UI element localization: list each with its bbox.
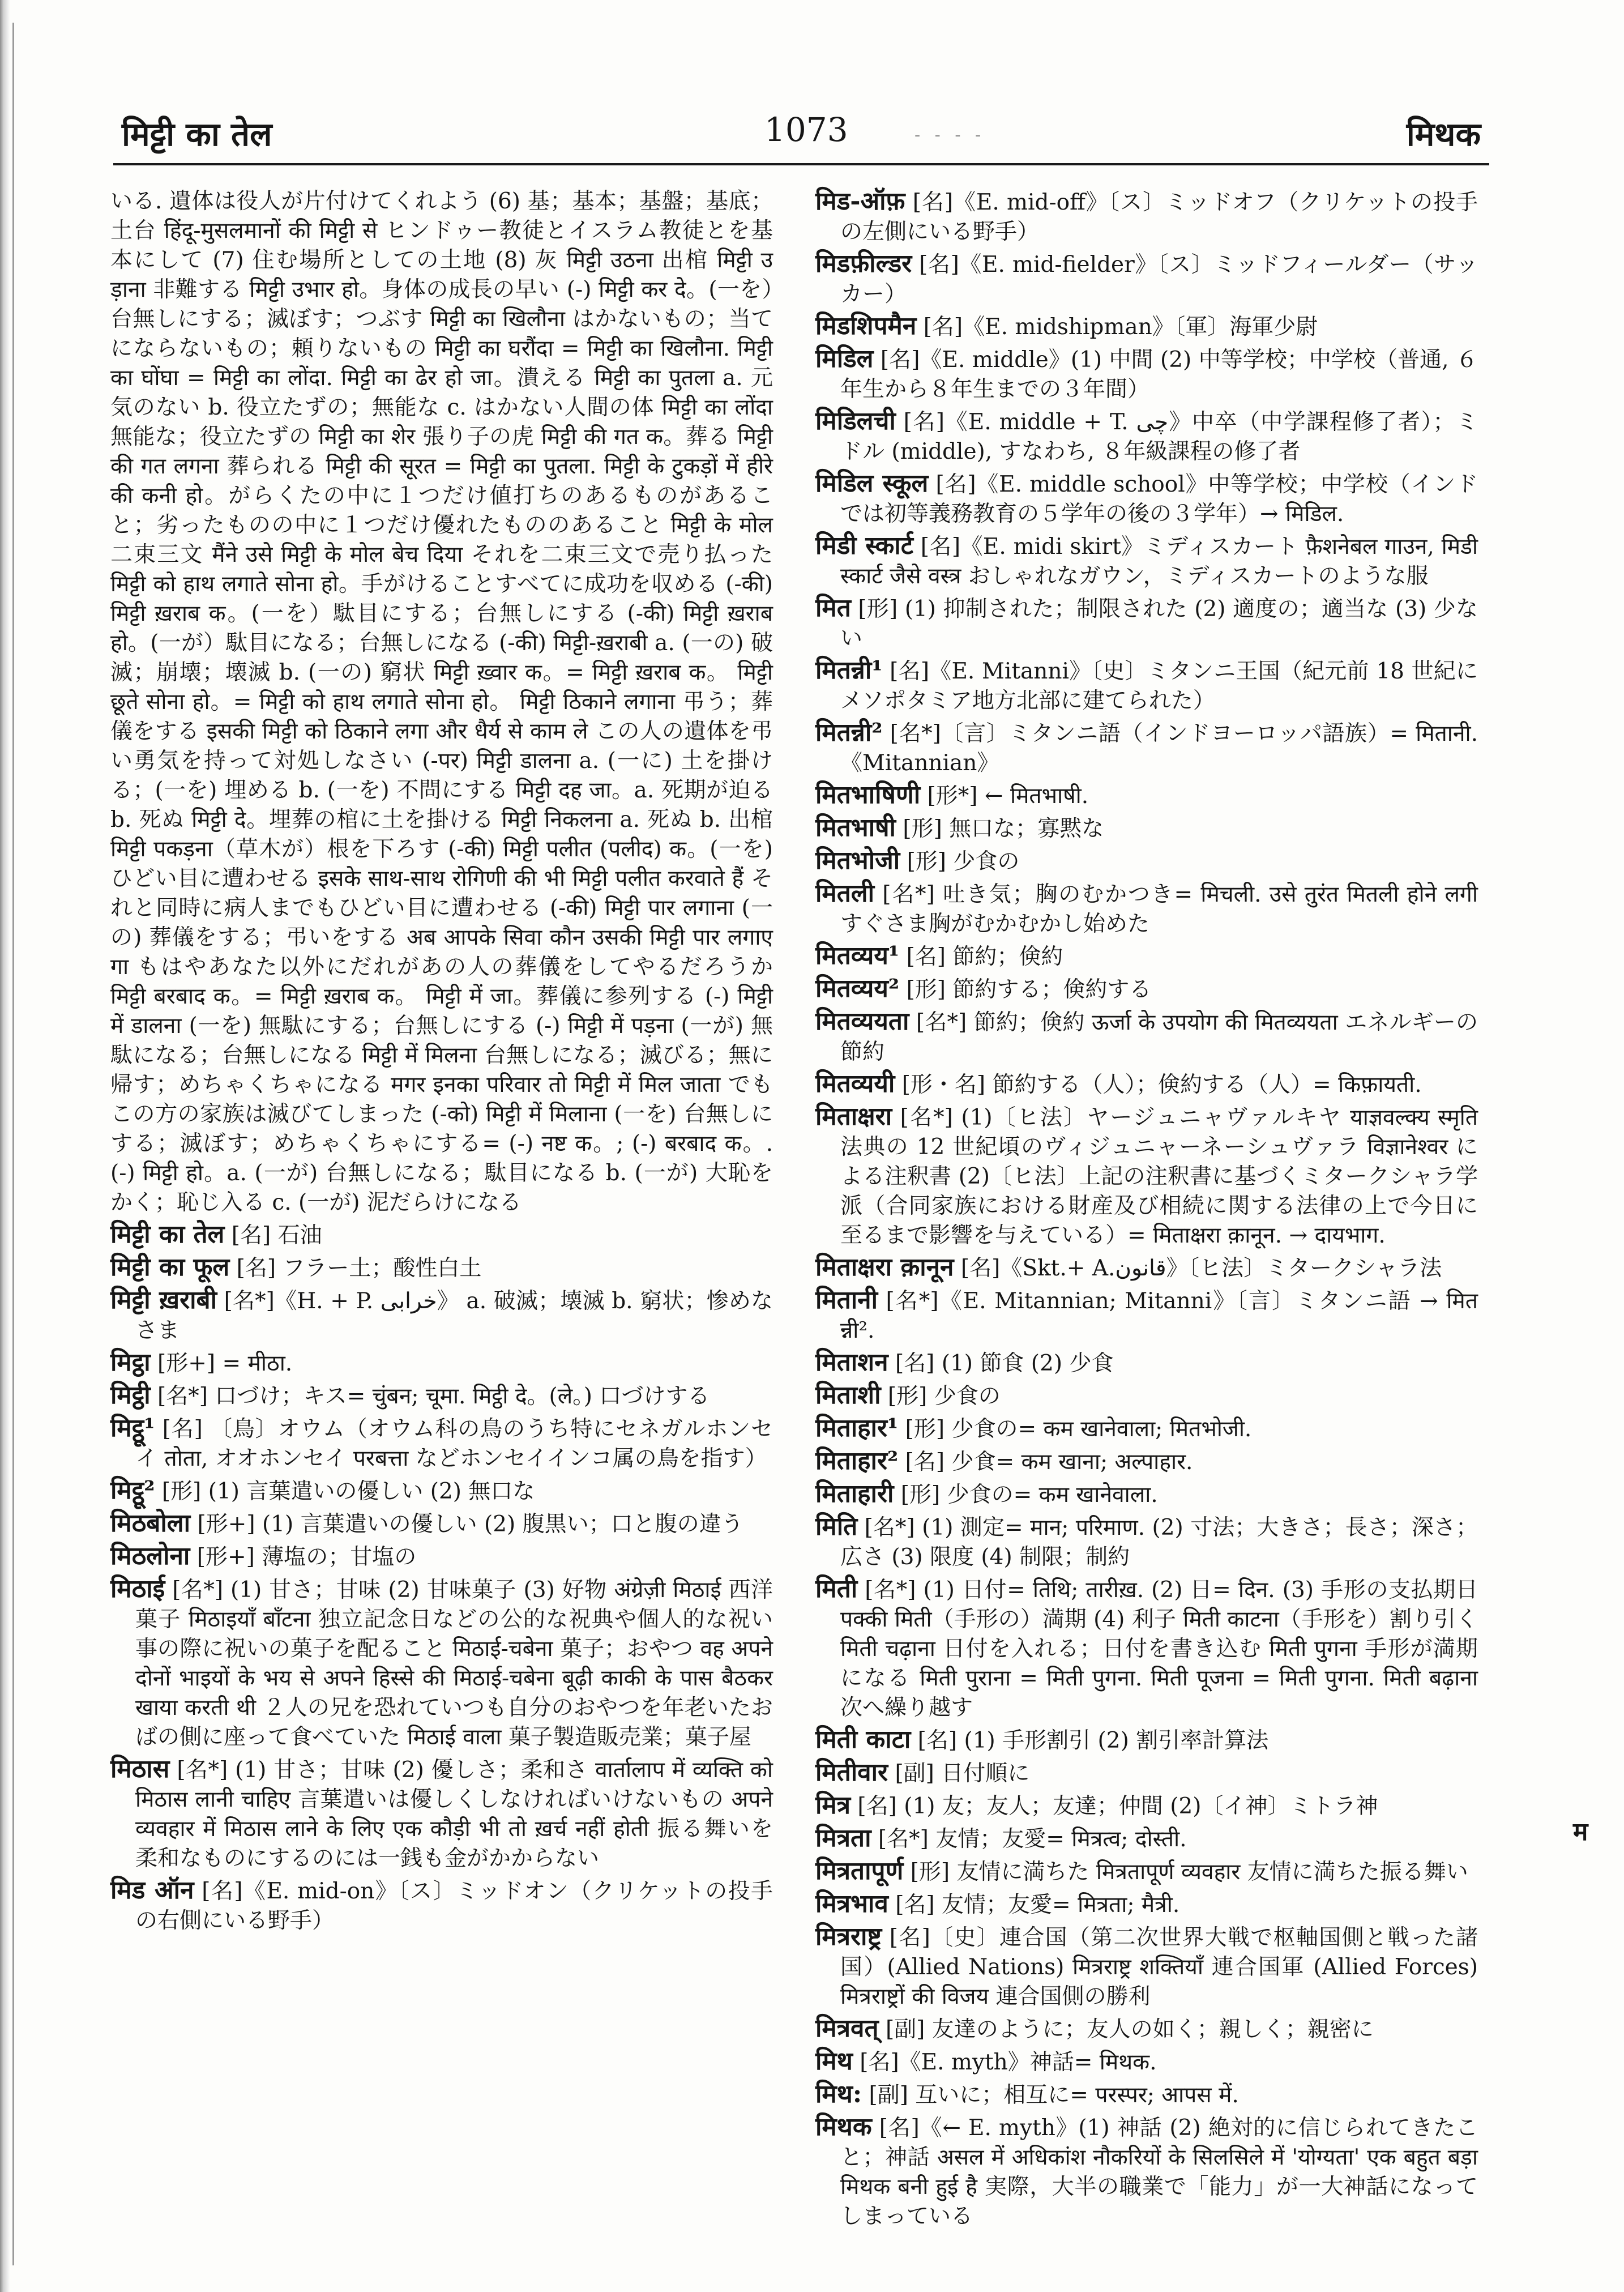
dictionary-entry bbox=[815, 1791, 1478, 1821]
dictionary-entry bbox=[815, 1007, 1478, 1067]
entry-definition: [形*] ← मितभाषी. bbox=[927, 783, 1089, 809]
entry-definition: [形] 少食の bbox=[887, 1384, 1001, 1409]
entry-definition: [名*] 友情；友愛= मित्रत्व; दोस्ती. bbox=[878, 1826, 1187, 1852]
thumb-index-letter: म bbox=[1573, 1817, 1588, 1846]
dictionary-entry bbox=[815, 1758, 1478, 1789]
dictionary-entry bbox=[815, 974, 1478, 1005]
dictionary-entry bbox=[110, 1574, 773, 1752]
dictionary-entry bbox=[815, 1512, 1478, 1572]
entry-headword: मितली bbox=[815, 879, 875, 908]
entry-headword: मिडिल स्कूल bbox=[815, 469, 929, 498]
entry-definition: [形] 友情に満ちた मित्रतापूर्ण व्यवहार 友情に満ちた振る舞い bbox=[910, 1859, 1468, 1885]
entry-headword: मिट्ठी bbox=[110, 1381, 151, 1410]
entry-headword: मितन्नी² bbox=[815, 718, 883, 747]
entry-headword: मिताहार² bbox=[815, 1446, 899, 1475]
dictionary-entry bbox=[815, 531, 1478, 591]
entry-definition: [名]〔史〕連合国（第二次世界大戦で枢軸国側と戦った諸国）(Allied Nations) मित्रराष्ट्र शक्तियाँ 連合国軍 (Allied Forces) मित्रराष्ट्रों की विजय 連合国側の勝利 bbox=[840, 1925, 1478, 2009]
entry-definition: いる. 遺体は役人が片付けてくれよう (6) 基；基本；基盤；基底；土台 हिंदू-मुसलमानों की मिट्टी से ヒンドゥー教徒とイスラム教徒とを基本にして (7) 住む場所としての土地 (8) 灰 मिट्टी उठना 出棺 मिट्टी उड़ाना 非難する मिट्टी उभार हो。身体の成長の早い (-) मिट्टी कर दे。(一を）台無しにする；滅ぼす；つぶす मिट्टी का खिलौना はかないもの；当てにならないもの；頼りないもの मिट्टी का घरौंदा = मिट्टी का खिलौना. मिट्टी का घोंघा = मिट्टी का लोंदा. मिट्टी का ढेर हो जा。潰える मिट्टी का पुतला a. 元気のない b. 役立たずの；無能な c. はかない人間の体 मिट्टी का लोंदा 無能な；役立たずの मिट्टी का शेर 張り子の虎 मिट्टी की गत क。葬る मिट्टी की गत लगना 葬られる मिट्टी की सूरत = मिट्टी का पुतला. मिट्टी के टुकड़ों में हीरे की कनी हो。がらくたの中に１つだけ値打ちのあるものがあること；劣ったものの中に１つだけ優れたもののあること मिट्टी के मोल 二束三文 मैंने उसे मिट्टी के मोल बेच दिया それを二束三文で売り払った मिट्टी को हाथ लगाते सोना हो。手がけることすべてに成功を収める (-की) मिट्टी ख़राब क。(一を）駄目にする；台無しにする (-की) मिट्टी ख़राब हो。(一が）駄目になる；台無しになる (-की) मिट्टी-ख़राबी a. (一の) 破滅；崩壊；壊滅 b. (一の) 窮状 मिट्टी ख़्वार क。= मिट्टी ख़राब क。 मिट्टी छूते सोना हो。= मिट्टी को हाथ लगाते सोना हो。 मिट्टी ठिकाने लगाना 弔う；葬儀をする इसकी मिट्टी को ठिकाने लगा और धैर्य से काम ले この人の遺体を弔い勇気を持って対処しなさい (-पर) मिट्टी डालना a. (一に) 土を掛ける；(一を) 埋める b. (一を) 不問にする मिट्टी दह जा。a. 死期が迫る b. 死ぬ मिट्टी दे。埋葬の棺に土を掛ける मिट्टी निकलना a. 死ぬ b. 出棺 मिट्टी पकड़ना（草木が）根を下ろす (-की) मिट्टी पलीत (पलीद) क。(一を) ひどい目に遭わせる इसके साथ-साथ रोगिणी की भी मिट्टी पलीत करवाते हैं それと同時に病人までもひどい目に遭わせる (-की) मिट्टी पार लगाना (一の) 葬儀をする；弔いをする अब आपके सिवा कौन उसकी मिट्टी पार लगाएगा もはやあなた以外にだれがあの人の葬儀をしてやるだろうか मिट्टी बरबाद क。= मिट्टी ख़राब क。 मिट्टी में जा。葬儀に参列する (-) मिट्टी में डालना (一を) 無駄にする；台無しにする (-) मिट्टी में पड़ना (一が) 無駄になる；台無しになる मिट्टी में मिलना 台無しになる；滅びる；無に帰す；めちゃくちゃになる मगर इनका परिवार तो मिट्टी में मिल जाता でもこの方の家族は滅びてしまった (-को) मिट्टी में मिलाना (一を) 台無しにする；滅ぼす；めちゃくちゃにする= (-) नष्ट क。; (-) बरबाद क。. (-) मिट्टी हो。a. (一が) 台無しになる；駄目になる b. (一が) 大恥をかく；恥じ入る c. (一が) 泥だらけになる bbox=[110, 189, 773, 1215]
entry-definition: [名]《E. middle》(1) 中間 (2) 中等学校；中学校（普通, ６年生から８年生までの３年間） bbox=[840, 347, 1478, 402]
dictionary-entry bbox=[815, 941, 1478, 972]
dictionary-entry bbox=[110, 1220, 773, 1250]
entry-headword: मित bbox=[815, 594, 851, 622]
entry-definition: [名] (1) 友；友人；友達；仲間 (2)〔イ神〕ミトラ神 bbox=[857, 1794, 1378, 1819]
entry-definition: [名*]〔言〕ミタンニ語（インドヨーロッパ語族）= मितानी. 《Mitannian》 bbox=[840, 721, 1478, 776]
entry-definition: [形+] (1) 言葉遣いの優しい (2) 腹黒い；口と腹の違う bbox=[197, 1512, 743, 1537]
entry-definition: [形] (1) 言葉遣いの優しい (2) 無口な bbox=[161, 1479, 535, 1504]
page-number: 1073 bbox=[764, 110, 848, 149]
header-rule bbox=[113, 163, 1489, 165]
entry-headword: मिट्ठू¹ bbox=[110, 1414, 155, 1442]
entry-definition: [名]《E. mid-off》〔ス〕ミッドオフ（クリケットの投手の左側にいる野手） bbox=[840, 190, 1478, 245]
entry-definition: [名*] 口づけ；キス= चुंबन; चूमा. मिट्ठी दे。(ले。) 口づけする bbox=[157, 1384, 710, 1409]
dictionary-entry bbox=[815, 1922, 1478, 2012]
dictionary-entry bbox=[815, 1479, 1478, 1510]
entry-definition: [名*] (1) 甘さ；甘味 (2) 優しさ；柔和さ वार्तालाप में व्यक्ति को मिठास लानी चाहिए 言葉遣いは優しくしなければいけないもの अपने व्यवहार में मिठास लाने के लिए एक कौड़ी भी तो ख़र्च नहीं होती 振る舞いを柔和なものにするのには一銭も金がかからない bbox=[135, 1757, 773, 1871]
entry-headword: मिड-ऑफ़ bbox=[815, 187, 905, 216]
entry-headword: मितव्यय² bbox=[815, 974, 900, 1003]
dictionary-entry bbox=[110, 1542, 773, 1572]
entry-definition: [名] 石油 bbox=[231, 1223, 322, 1248]
entry-headword: मिडिल bbox=[815, 344, 874, 373]
dictionary-entry bbox=[815, 1102, 1478, 1250]
entry-definition: [名] フラー土；酸性白土 bbox=[236, 1256, 482, 1281]
dictionary-entry bbox=[815, 1253, 1478, 1283]
entry-definition: [形+] 薄塩の；甘塩の bbox=[196, 1544, 417, 1570]
entry-definition: [名] 節約；倹約 bbox=[906, 944, 1063, 970]
header-first-headword: मिट्टी का तेल bbox=[122, 115, 272, 153]
entry-definition: [名]《E. middle + T. چی》中卒（中学課程修了者）；ミドル (middle), すなわち, ８年級課程の修了者 bbox=[840, 409, 1478, 464]
entry-definition: [名]《E. myth》神話= मिथक. bbox=[860, 2050, 1157, 2075]
entry-definition: [名*] (1) 日付= तिथि; तारीख़. (2) 日= दिन. (3) 手形の支払期日 पक्की मिती（手形の）満期 (4) 利子 मिती काटना（手形を）割り引く मिती चढ़ाना 日付を入れる；日付を書き込む मिती पुगना 手形が満期になる मिती पुराना = मिती पुगना. मिती पूजना = मिती पुगना. मिती बढ़ाना 次へ繰り越す bbox=[840, 1577, 1478, 1721]
entry-definition: [名]《E. midi skirt》ミディスカート फ़ैशनेबल गाउन, मिडी स्कार्ट जैसे वस्त्र おしゃれなガウン，ミディスカートのような服 bbox=[840, 534, 1478, 589]
entry-definition: [名] (1) 手形割引 (2) 割引率計算法 bbox=[917, 1728, 1269, 1753]
dictionary-entry bbox=[110, 1509, 773, 1539]
dictionary-entry bbox=[815, 469, 1478, 529]
entry-headword: मिति bbox=[815, 1512, 858, 1541]
dictionary-entry bbox=[815, 656, 1478, 716]
dictionary-entry bbox=[815, 1381, 1478, 1411]
entry-definition: [形+] = मीठा. bbox=[157, 1351, 293, 1376]
entry-definition: [名]《Skt.+ A.قانون》〔ヒ法〕ミタークシャラ法 bbox=[960, 1256, 1442, 1281]
entry-headword: मिठास bbox=[110, 1755, 170, 1783]
entry-headword: मिथ bbox=[815, 2047, 853, 2076]
entry-definition: [名] 少食= कम खाना; अल्पाहार. bbox=[905, 1449, 1193, 1475]
entry-headword: मिठबोला bbox=[110, 1509, 191, 1538]
entry-definition: [名]《E. midshipman》〔軍〕海軍少尉 bbox=[923, 314, 1318, 340]
entry-headword: मितभाषी bbox=[815, 813, 896, 842]
entry-headword: मिट्टी का फूल bbox=[110, 1253, 230, 1282]
entry-headword: मिताशन bbox=[815, 1348, 888, 1377]
entry-definition: [名]《E. middle school》中等学校；中学校（インドでは初等義務教育の５学年の後の３学年）→ मिडिल. bbox=[840, 472, 1478, 527]
entry-headword: मिताहार¹ bbox=[815, 1414, 899, 1442]
entry-headword: मिट्टी का तेल bbox=[110, 1220, 225, 1249]
entry-headword: मित्रवत् bbox=[815, 2014, 879, 2043]
entry-definition: [名]《E. mid-on》〔ス〕ミッドオン（クリケットの投手の右側にいる野手） bbox=[135, 1879, 773, 1934]
dictionary-entry bbox=[815, 2080, 1478, 2110]
dictionary-entry bbox=[815, 1286, 1478, 1346]
entry-definition: [形] 節約する；倹約する bbox=[906, 977, 1152, 1002]
left-column bbox=[110, 187, 773, 2214]
entry-headword: मिताहारी bbox=[815, 1479, 894, 1508]
entry-headword: मितानी bbox=[815, 1286, 878, 1314]
right-column bbox=[815, 187, 1478, 2229]
dictionary-entry bbox=[110, 187, 773, 1218]
entry-headword: मिठलोना bbox=[110, 1542, 190, 1570]
dictionary-entry bbox=[815, 311, 1478, 342]
dictionary-entry bbox=[110, 1253, 773, 1283]
entry-headword: मिट्टी ख़राबी bbox=[110, 1286, 217, 1314]
entry-definition: [名] 友情；友愛= मित्रता; मैत्री. bbox=[895, 1892, 1180, 1918]
dictionary-entry bbox=[815, 187, 1478, 247]
entry-headword: मित्रभाव bbox=[815, 1889, 888, 1918]
dictionary-entry bbox=[815, 1069, 1478, 1100]
entry-headword: मिड ऑन bbox=[110, 1876, 194, 1905]
entry-definition: [形] 少食の= कम खानेवाला. bbox=[900, 1482, 1158, 1508]
dictionary-entry bbox=[815, 1824, 1478, 1854]
entry-definition: [名*] (1) 甘さ；甘味 (2) 甘味菓子 (3) 好物 अंग्रेज़ी मिठाई 西洋菓子 मिठाइयाँ बाँटना 独立記念日などの公的な祝典や個人的な祝い事の際に祝いの菓子を配ること मिठाई-चबेना 菓子；おやつ वह अपने दोनों भाइयों के भय से अपने हिस्से की मिठाई-चबेना बूढ़ी काकी के पास बैठकर खाया करती थी ２人の兄を恐れていつも自分のおやつを年老いたおばの側に座って食べていた मिठाई वाला 菓子製造販売業；菓子屋 bbox=[135, 1577, 773, 1750]
dictionary-entry bbox=[815, 1889, 1478, 1920]
entry-headword: मिथ: bbox=[815, 2080, 862, 2109]
dictionary-entry bbox=[110, 1876, 773, 1936]
entry-definition: [名]《E. mid-fielder》〔ス〕ミッドフィールダー（サッカー） bbox=[840, 252, 1478, 307]
entry-headword: मिडशिपमैन bbox=[815, 311, 917, 340]
entry-headword: मितव्ययी bbox=[815, 1069, 895, 1098]
entry-definition: [名]《E. Mitanni》〔史〕ミタンニ王国（紀元前 18 世紀にメソポタミア地方北部に建てられた） bbox=[840, 659, 1478, 714]
scan-edge-shadow bbox=[0, 0, 10, 2292]
dictionary-entry bbox=[815, 1856, 1478, 1887]
dictionary-entry bbox=[815, 846, 1478, 877]
dictionary-entry bbox=[815, 344, 1478, 404]
entry-headword: मितन्नी¹ bbox=[815, 656, 883, 685]
entry-definition: [名*] (1)〔ヒ法〕ヤージュニャヴァルキヤ याज्ञवल्क्य स्मृति 法典の 12 世紀頃のヴィジュニャーネーシュヴァラ विज्ञानेश्वर による注釈書 (2)〔ヒ法〕上記の注釈書に基づくミタークシャラ学派（合同家族における財産及び相続に関する法律の上で今日に至るまで影響を与えている）= मिताक्षरा क़ानून. → दायभाग. bbox=[840, 1105, 1478, 1248]
dictionary-entry bbox=[110, 1414, 773, 1474]
dictionary-entry bbox=[815, 718, 1478, 778]
dictionary-entry bbox=[815, 780, 1478, 811]
entry-headword: मिठाई bbox=[110, 1574, 165, 1603]
entry-headword: मित्र bbox=[815, 1791, 851, 1820]
dictionary-entry bbox=[815, 249, 1478, 309]
entry-headword: मिताशी bbox=[815, 1381, 881, 1410]
entry-headword: मिती bbox=[815, 1574, 858, 1603]
dictionary-entry bbox=[110, 1755, 773, 1873]
entry-definition: [名*] (1) 測定= मान; परिमाण. (2) 寸法；大きさ；長さ；深さ；広さ (3) 限度 (4) 制限；制約 bbox=[840, 1515, 1478, 1570]
entry-definition: [形] 少食の= कम खानेवाला; मितभोजी. bbox=[905, 1416, 1252, 1442]
entry-definition: [形・名] 節約する（人）；倹約する（人）= किफ़ायती. bbox=[901, 1072, 1422, 1098]
entry-definition: [副] 互いに；相互に= परस्पर; आपस में. bbox=[869, 2082, 1239, 2108]
page-header bbox=[122, 110, 1481, 156]
dictionary-entry bbox=[815, 594, 1478, 654]
entry-headword: मिताक्षरा क़ानून bbox=[815, 1253, 954, 1282]
entry-headword: मितीवार bbox=[815, 1758, 888, 1787]
dictionary-entry bbox=[815, 407, 1478, 467]
dictionary-entry bbox=[815, 1414, 1478, 1444]
entry-headword: मिती काटा bbox=[815, 1725, 911, 1754]
dictionary-entry bbox=[815, 813, 1478, 844]
entry-definition: [名*]《H. + P. خرابی》 a. 破滅；壊滅 b. 窮状；惨めなさま bbox=[135, 1288, 773, 1343]
entry-definition: [形] 少食の bbox=[907, 849, 1020, 874]
entry-definition: [形] 無口な；寡黙な bbox=[903, 816, 1104, 842]
entry-definition: [副] 日付順に bbox=[895, 1761, 1030, 1786]
header-last-headword: मिथक bbox=[1406, 115, 1481, 153]
entry-definition: [名*] 節約；倹約 ऊर्जा के उपयोग की मितव्ययता エネルギーの節約 bbox=[840, 1010, 1478, 1065]
dictionary-entry bbox=[815, 1725, 1478, 1756]
dictionary-entry bbox=[815, 1446, 1478, 1477]
header-scan-smudge: - - - - bbox=[914, 125, 986, 145]
entry-headword: मितव्यय¹ bbox=[815, 941, 900, 970]
entry-headword: मित्रराष्ट्र bbox=[815, 1922, 882, 1951]
dictionary-entry bbox=[110, 1348, 773, 1378]
entry-definition: [形] (1) 抑制された；制限された (2) 適度の；適当な (3) 少ない bbox=[840, 596, 1478, 651]
entry-headword: मितभाषिणी bbox=[815, 780, 921, 809]
entry-headword: मिट्ठा bbox=[110, 1348, 151, 1377]
dictionary-entry bbox=[815, 1348, 1478, 1378]
dictionary-entry bbox=[815, 2112, 1478, 2231]
dictionary-entry bbox=[110, 1381, 773, 1411]
entry-definition: [名*]《E. Mitannian; Mitanni》〔言〕ミタンニ語 → मितन्नी². bbox=[840, 1288, 1478, 1343]
entry-headword: मिडिलची bbox=[815, 407, 896, 436]
dictionary-entry bbox=[110, 1286, 773, 1346]
entry-definition: [名*] 吐き気；胸のむかつき= मिचली. उसे तुरंत मितली होने लगी すぐさま胸がむかむかし始めた bbox=[840, 882, 1478, 937]
dictionary-entry bbox=[110, 1476, 773, 1506]
entry-headword: मिट्ठू² bbox=[110, 1476, 155, 1505]
entry-headword: मिथक bbox=[815, 2112, 872, 2141]
entry-definition: [名]《← E. myth》(1) 神話 (2) 絶対的に信じられてきたこと；神話 असल में अधिकांश नौकरियों के सिलसिले में 'योग्यता' एक बहुत बड़ा मिथक बनी हुई है 実際，大半の職業で「能力」が一大神話になってしまっている bbox=[840, 2115, 1478, 2229]
dictionary-entry bbox=[815, 2014, 1478, 2045]
dictionary-entry bbox=[815, 1574, 1478, 1723]
entry-headword: मितव्ययता bbox=[815, 1007, 909, 1036]
entry-headword: मिडफ़ील्डर bbox=[815, 249, 912, 278]
dictionary-entry bbox=[815, 2047, 1478, 2077]
entry-definition: [副] 友達のように；友人の如く；親しく；親密に bbox=[885, 2017, 1374, 2042]
entry-headword: मितभोजी bbox=[815, 846, 900, 875]
entry-headword: मित्रतापूर्ण bbox=[815, 1856, 904, 1885]
dictionary-entry bbox=[815, 879, 1478, 939]
entry-definition: [名] (1) 節食 (2) 少食 bbox=[895, 1351, 1114, 1376]
entry-headword: मिडी स्कार्ट bbox=[815, 531, 913, 560]
entry-definition: [名] 〔鳥〕オウム（オウム科の鳥のうち特にセネガルホンセイ तोता, オオホンセイ परबत्ता などホンセイインコ属の鳥を指す） bbox=[135, 1416, 773, 1471]
entry-headword: मिताक्षरा bbox=[815, 1102, 892, 1131]
entry-headword: मित्रता bbox=[815, 1824, 871, 1853]
scan-binding-line bbox=[12, 23, 14, 2265]
